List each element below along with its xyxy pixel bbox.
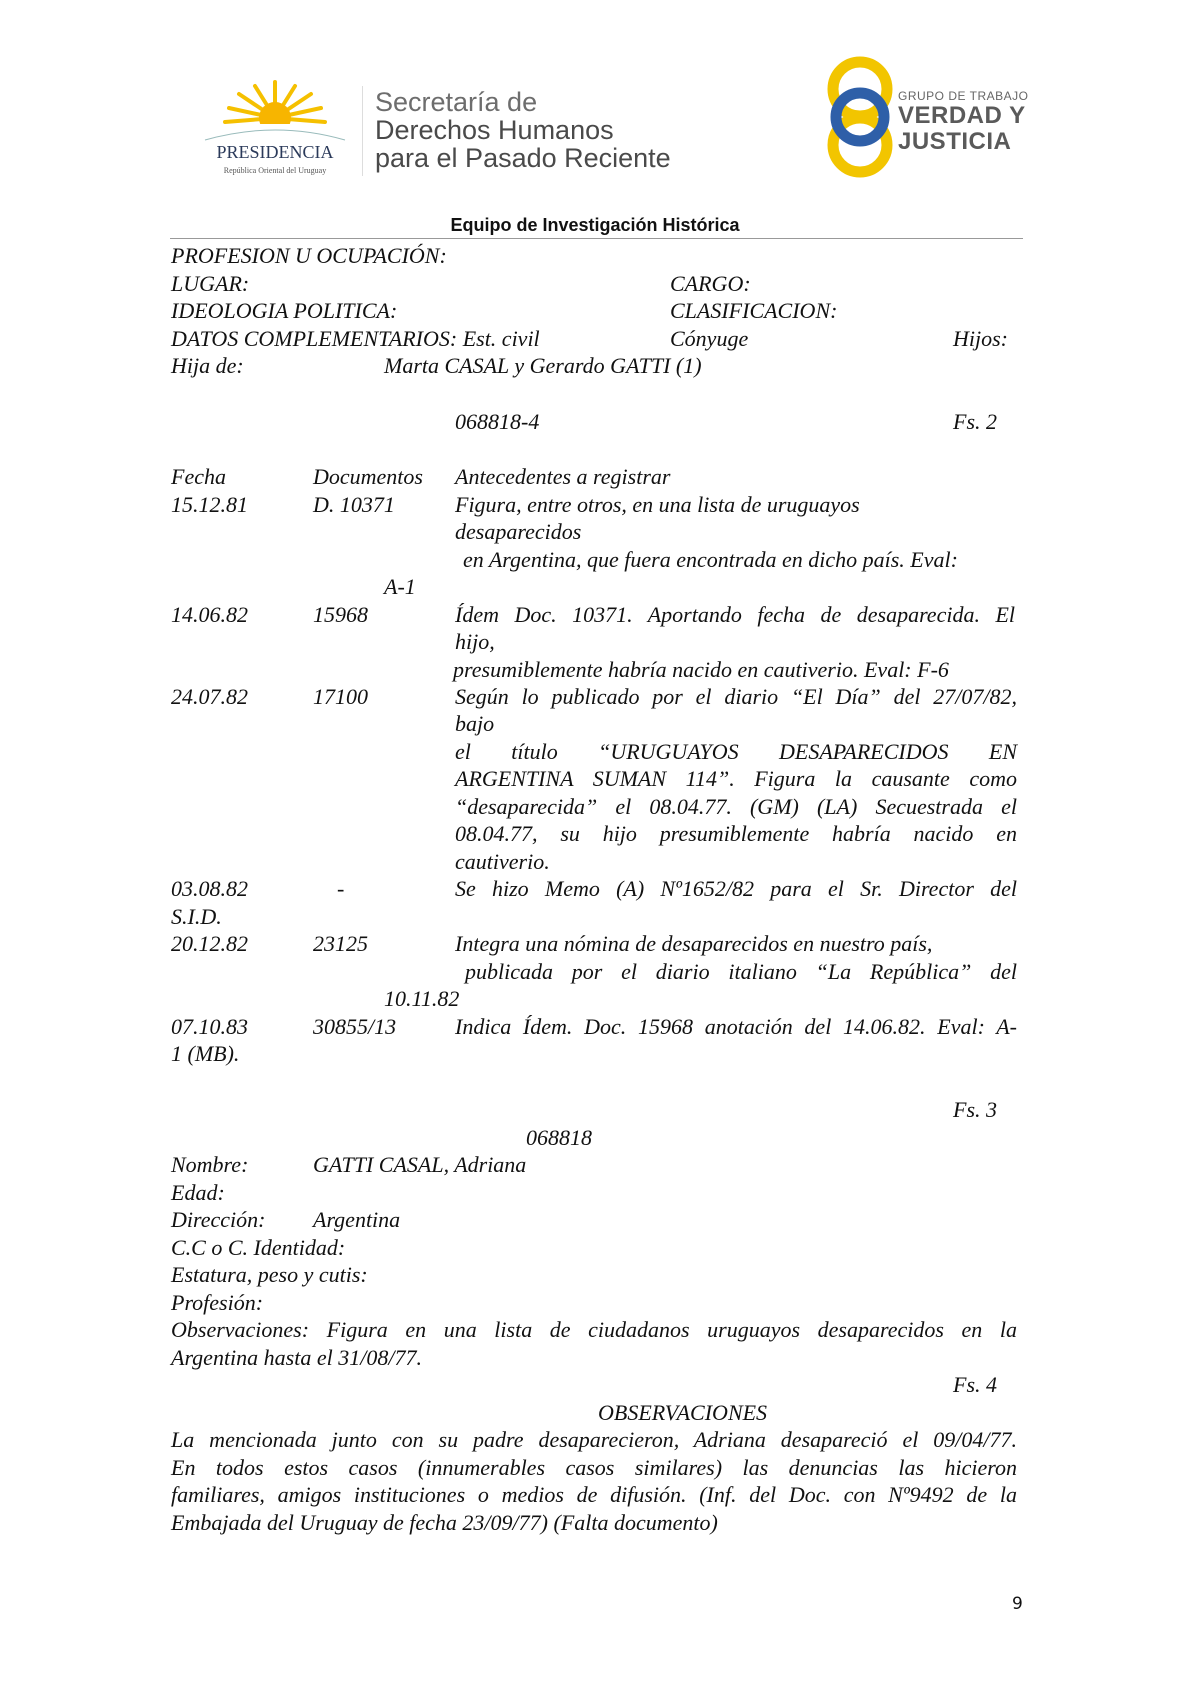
datos-label: DATOS COMPLEMENTARIOS: Est. civil <box>171 326 540 351</box>
row4-doc: - <box>337 876 345 901</box>
obs-paragraph-line1: La mencionada junto con su padre desaparecieron, Adriana desapareció el 09/04/77. <box>171 1427 1017 1452</box>
row5-line3: 10.11.82 <box>384 986 460 1011</box>
row1-doc: D. 10371 <box>313 492 395 517</box>
observaciones-line1: Observaciones: Figura en una lista de ciudadanos uruguayos desaparecidos en la <box>171 1317 1017 1342</box>
hija-value: Marta CASAL y Gerardo GATTI (1) <box>384 353 702 378</box>
fs3-folio: Fs. 3 <box>953 1097 997 1122</box>
presidencia-text: PRESIDENCIA <box>216 142 334 162</box>
grupo-verdad-justicia <box>898 89 1028 155</box>
page-number: 9 <box>1012 1594 1023 1614</box>
row2-line1: Ídem Doc. 10371. Aportando fecha de desaparecida. El <box>455 602 1015 627</box>
ideologia-label: IDEOLOGIA POLITICA: <box>171 298 398 323</box>
row4-line2: S.I.D. <box>171 904 222 929</box>
header-rule <box>170 238 1023 239</box>
table-header-fecha: Fecha <box>171 464 226 489</box>
conyuge-label: Cónyuge <box>670 326 749 351</box>
nombre-label: Nombre: <box>171 1152 249 1177</box>
row1-fecha: 15.12.81 <box>171 492 248 517</box>
obs-paragraph-line3: familiares, amigos instituciones o medios de difusión. (Inf. del Doc. con Nº9492 de la <box>171 1482 1017 1507</box>
row2-doc: 15968 <box>313 602 368 627</box>
secretaria-line-1: Secretaría de <box>375 87 538 117</box>
lugar-label: LUGAR: <box>171 271 250 296</box>
hijos-label: Hijos: <box>953 326 1008 351</box>
clasificacion-label: CLASIFICACION: <box>670 298 838 323</box>
row1-line3: en Argentina, que fuera encontrada en dicho país. Eval: <box>463 547 958 572</box>
row2-fecha: 14.06.82 <box>171 602 248 627</box>
direccion-label: Dirección: <box>171 1207 266 1232</box>
sun-emblem-icon <box>205 82 345 140</box>
presidencia-subtext: República Oriental del Uruguay <box>223 166 327 175</box>
row3-line1: Según lo publicado por el diario “El Día” del 27/07/82, <box>455 684 1017 709</box>
row5-line2: publicada por el diario italiano “La República” del <box>465 959 1017 984</box>
row4-fecha: 03.08.82 <box>171 876 248 901</box>
grupo-line-1: VERDAD Y <box>898 102 1026 129</box>
direccion-value: Argentina <box>313 1207 401 1232</box>
secretaria-line-2: Derechos Humanos <box>375 115 614 145</box>
fs2-folio: Fs. 2 <box>953 409 997 434</box>
row6-line2: 1 (MB). <box>171 1041 240 1066</box>
row2-line2: hijo, <box>455 629 495 654</box>
row5-line1: Integra una nómina de desaparecidos en nuestro país, <box>455 931 933 956</box>
table-header-documentos: Documentos <box>313 464 423 489</box>
row3-line2: bajo <box>455 711 495 736</box>
obs-paragraph-line4: Embajada del Uruguay de fecha 23/09/77) (Falta documento) <box>171 1510 718 1535</box>
interlocked-rings-icon <box>820 55 900 180</box>
observaciones-line2: Argentina hasta el 31/08/77. <box>171 1345 422 1370</box>
cargo-label: CARGO: <box>670 271 751 296</box>
row1-line4: A-1 <box>384 574 416 599</box>
nombre-value: GATTI CASAL, Adriana <box>313 1152 527 1177</box>
row3-line7: cautiverio. <box>455 849 550 874</box>
row3-line6: 08.04.77, su hijo presumiblemente habría nacido en <box>455 821 1017 846</box>
section-title: Equipo de Investigación Histórica <box>450 215 740 235</box>
row3-fecha: 24.07.82 <box>171 684 248 709</box>
row5-doc: 23125 <box>313 931 368 956</box>
cc-label: C.C o C. Identidad: <box>171 1235 346 1260</box>
row6-line1: Indica Ídem. Doc. 15968 anotación del 14.06.82. Eval: A- <box>455 1014 1017 1039</box>
profesion-label: PROFESION U OCUPACIÓN: <box>171 243 447 268</box>
fs2-code: 068818-4 <box>455 409 540 434</box>
grupo-line-2: JUSTICIA <box>898 128 1012 155</box>
logo-divider <box>362 86 363 176</box>
row6-fecha: 07.10.83 <box>171 1014 248 1039</box>
presidencia-logo <box>195 80 355 180</box>
row4-line1: Se hizo Memo (A) Nº1652/82 para el Sr. Director del <box>455 876 1017 901</box>
profesion-field-label: Profesión: <box>171 1290 264 1315</box>
table-header-antecedentes: Antecedentes a registrar <box>455 464 671 489</box>
fs4-folio: Fs. 4 <box>953 1372 997 1397</box>
row2-line3: presumiblemente habría nacido en cautiverio. Eval: F-6 <box>453 657 949 682</box>
row6-doc: 30855/13 <box>313 1014 397 1039</box>
estatura-label: Estatura, peso y cutis: <box>171 1262 368 1287</box>
fs3-code: 068818 <box>526 1125 592 1150</box>
secretaria-title <box>375 88 671 172</box>
secretaria-line-3: para el Pasado Reciente <box>375 143 671 173</box>
row1-line2: desaparecidos <box>455 519 582 544</box>
row3-line4: ARGENTINA SUMAN 114”. Figura la causante como <box>455 766 1017 791</box>
observaciones-title: OBSERVACIONES <box>598 1400 768 1425</box>
hija-label: Hija de: <box>171 353 244 378</box>
grupo-small-text: GRUPO DE TRABAJO <box>898 89 1029 103</box>
obs-paragraph-line2: En todos estos casos (innumerables casos similares) las denuncias las hicieron <box>171 1455 1017 1480</box>
row5-fecha: 20.12.82 <box>171 931 248 956</box>
row3-line3: el título “URUGUAYOS DESAPARECIDOS EN <box>455 739 1017 764</box>
row3-line5: “desaparecida” el 08.04.77. (GM) (LA) Secuestrada el <box>455 794 1017 819</box>
row3-doc: 17100 <box>313 684 368 709</box>
edad-label: Edad: <box>171 1180 225 1205</box>
row1-line1: Figura, entre otros, en una lista de uruguayos <box>455 492 860 517</box>
